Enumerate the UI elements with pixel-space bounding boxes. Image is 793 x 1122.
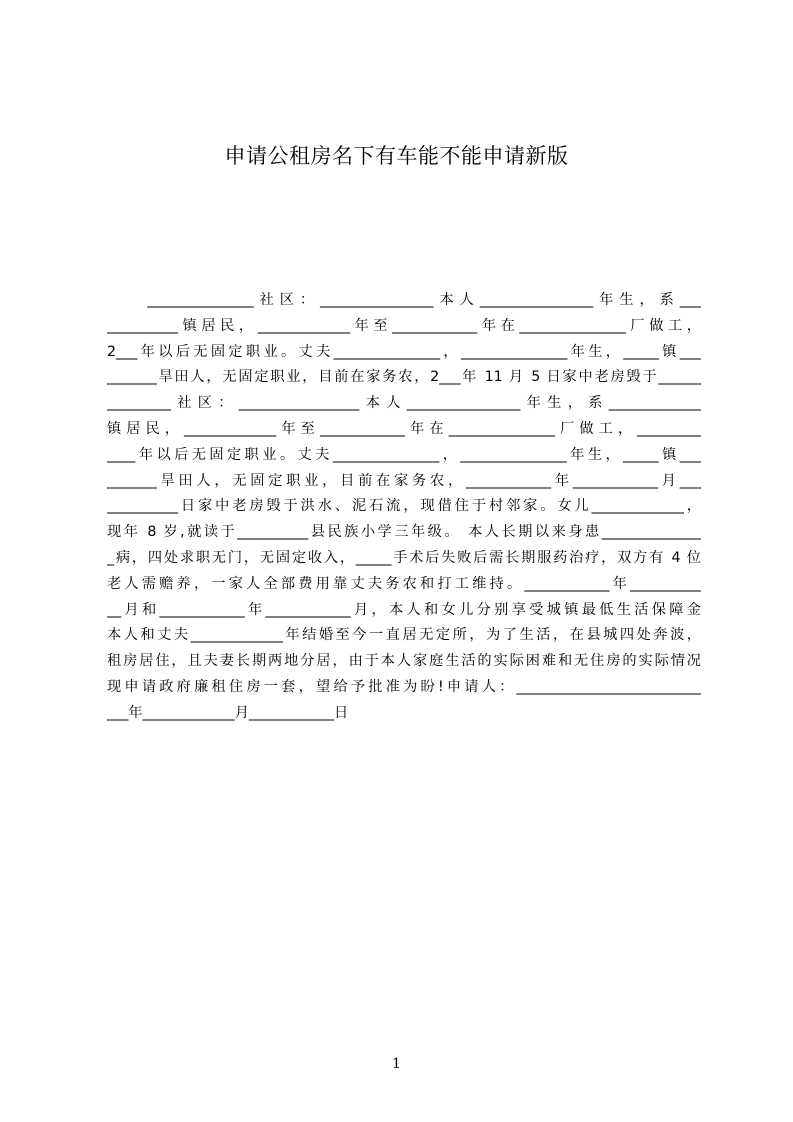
body-line-16: 现申请政府廉租住房一套，望给予批准为盼!申请人：__________________________ bbox=[107, 678, 701, 695]
body-line-8: _______旱田人，无固定职业，目前在家务农，____________年____________月___ bbox=[107, 472, 701, 489]
body-line-10: 现年 8 岁,就读于__________县民族小学三年级。 本人长期以来身患______________ bbox=[107, 524, 701, 541]
body-line-2: __________镇居民，_____________年至____________年在_______________厂做工， bbox=[107, 317, 701, 334]
body-line-5: _________社区：_________________本人________________年生，系_____________ bbox=[107, 395, 701, 412]
body-line-4: _______旱田人，无固定职业，目前在家务农，2___年 11 月 5 日家中老房毁于______ bbox=[107, 369, 701, 386]
page-number: 1 bbox=[392, 1056, 401, 1072]
body-line-6: 镇居民，_____________年至____________年在_______________厂做工，_________ bbox=[107, 420, 701, 437]
body-line-7: ____年以后无固定职业。丈夫_______________，_______________年生，_____镇___ bbox=[107, 446, 701, 463]
body-line-17: ___年_____________月____________日 bbox=[107, 704, 349, 721]
body-line-15: 租房居住，且夫妻长期两地分居，由于本人家庭生活的实际困难和无住房的实际情况 bbox=[107, 653, 701, 670]
document-title: 申请公租房名下有车能不能申请新版 bbox=[224, 144, 569, 168]
body-line-1: _______________社区：________________本人________________年生，系___ bbox=[107, 292, 701, 308]
body-line-3: 2___年以后无固定职业。丈夫_______________，_______________年生，_____镇___ bbox=[107, 343, 701, 360]
body-line-11: _病，四处求职无门，无固定收入，_____手术后失败后需长期服药治疗，双方有 4 位 bbox=[107, 549, 701, 566]
application-body bbox=[107, 288, 701, 727]
body-line-12: 老人需赡养，一家人全部费用靠丈夫务农和打工维持。____________年__________ bbox=[107, 575, 701, 592]
body-line-13: __月和____________年____________月，本人和女儿分别享受城镇最低生活保障金 bbox=[107, 601, 701, 618]
body-line-9: __________日家中老房毁于洪水、泥石流，现借住于村邻家。女儿_____________， bbox=[107, 498, 701, 515]
body-line-14: 本人和丈夫_____________年结婚至今一直居无定所，为了生活，在县城四处奔波， bbox=[107, 627, 701, 644]
